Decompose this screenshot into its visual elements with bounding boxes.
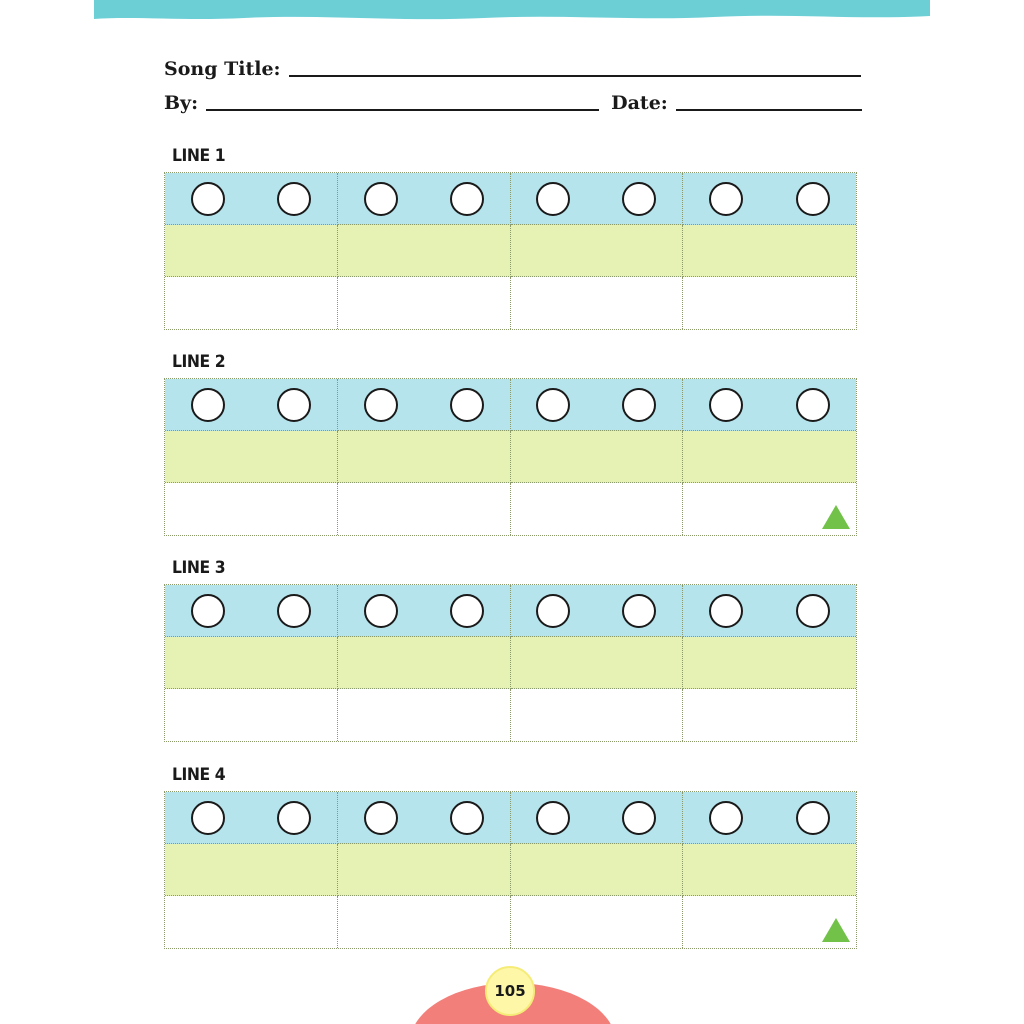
lyric-cell[interactable] <box>511 483 684 535</box>
beat-circle[interactable] <box>364 388 398 422</box>
beat-cell <box>338 792 511 844</box>
beat-circle[interactable] <box>277 182 311 216</box>
lyric-cell[interactable] <box>165 483 338 535</box>
lyric-cell[interactable] <box>338 896 511 948</box>
song-title-line[interactable] <box>289 75 861 77</box>
chord-cell[interactable] <box>338 844 511 896</box>
chord-cell[interactable] <box>511 431 684 483</box>
beat-cell <box>165 792 338 844</box>
beat-cell <box>511 379 684 431</box>
beat-circle[interactable] <box>709 388 743 422</box>
beat-cell <box>511 173 684 225</box>
beat-circle[interactable] <box>191 801 225 835</box>
chord-cell[interactable] <box>338 225 511 277</box>
lyric-cell[interactable] <box>683 896 856 948</box>
beat-circle[interactable] <box>191 594 225 628</box>
line-label: LINE 4 <box>172 765 226 785</box>
line-label: LINE 2 <box>172 352 226 372</box>
lyric-cell[interactable] <box>338 689 511 741</box>
by-line[interactable] <box>206 109 599 111</box>
worksheet-page <box>94 0 930 1024</box>
chord-cell[interactable] <box>511 844 684 896</box>
song-title-label: Song Title: <box>164 58 281 80</box>
beat-cell <box>338 585 511 637</box>
lyric-cell[interactable] <box>338 483 511 535</box>
chord-cell[interactable] <box>511 225 684 277</box>
top-wave-banner <box>94 0 930 24</box>
chord-cell[interactable] <box>338 637 511 689</box>
beat-circle[interactable] <box>622 594 656 628</box>
line-grid <box>164 791 857 949</box>
beat-circle[interactable] <box>364 182 398 216</box>
line-label: LINE 3 <box>172 558 226 578</box>
beat-cell <box>683 379 856 431</box>
triangle-icon <box>822 505 850 529</box>
beat-circle[interactable] <box>622 182 656 216</box>
beat-circle[interactable] <box>536 182 570 216</box>
line-grid <box>164 584 857 742</box>
beat-cell <box>683 585 856 637</box>
beat-circle[interactable] <box>450 594 484 628</box>
date-label: Date: <box>611 92 668 114</box>
chord-cell[interactable] <box>683 225 856 277</box>
beat-cell <box>683 792 856 844</box>
beat-circle[interactable] <box>709 594 743 628</box>
lyric-cell[interactable] <box>511 277 684 329</box>
chord-cell[interactable] <box>165 637 338 689</box>
beat-circle[interactable] <box>191 388 225 422</box>
lyric-cell[interactable] <box>165 689 338 741</box>
beat-circle[interactable] <box>191 182 225 216</box>
beat-circle[interactable] <box>277 388 311 422</box>
beat-circle[interactable] <box>622 801 656 835</box>
chord-cell[interactable] <box>683 844 856 896</box>
lyric-cell[interactable] <box>165 277 338 329</box>
triangle-icon <box>822 918 850 942</box>
song-title-field[interactable] <box>164 58 861 80</box>
chord-cell[interactable] <box>511 637 684 689</box>
line-grid <box>164 378 857 536</box>
beat-circle[interactable] <box>277 801 311 835</box>
line-grid <box>164 172 857 330</box>
lyric-cell[interactable] <box>683 689 856 741</box>
page-number-badge <box>485 966 535 1016</box>
beat-circle[interactable] <box>622 388 656 422</box>
beat-circle[interactable] <box>709 801 743 835</box>
chord-cell[interactable] <box>165 431 338 483</box>
chord-cell[interactable] <box>165 225 338 277</box>
beat-cell <box>683 173 856 225</box>
lyric-cell[interactable] <box>165 896 338 948</box>
beat-circle[interactable] <box>450 388 484 422</box>
by-label: By: <box>164 92 199 114</box>
beat-circle[interactable] <box>364 594 398 628</box>
lyric-cell[interactable] <box>511 896 684 948</box>
beat-circle[interactable] <box>450 182 484 216</box>
beat-circle[interactable] <box>364 801 398 835</box>
chord-cell[interactable] <box>165 844 338 896</box>
beat-cell <box>338 379 511 431</box>
line-label: LINE 1 <box>172 146 226 166</box>
beat-cell <box>338 173 511 225</box>
beat-circle[interactable] <box>796 388 830 422</box>
beat-circle[interactable] <box>709 182 743 216</box>
lyric-cell[interactable] <box>338 277 511 329</box>
date-line[interactable] <box>676 109 862 111</box>
beat-circle[interactable] <box>796 182 830 216</box>
chord-cell[interactable] <box>338 431 511 483</box>
beat-cell <box>165 585 338 637</box>
beat-cell <box>165 379 338 431</box>
by-date-row <box>164 92 862 114</box>
beat-circle[interactable] <box>536 594 570 628</box>
beat-circle[interactable] <box>796 594 830 628</box>
beat-circle[interactable] <box>796 801 830 835</box>
beat-cell <box>511 585 684 637</box>
chord-cell[interactable] <box>683 637 856 689</box>
beat-cell <box>165 173 338 225</box>
chord-cell[interactable] <box>683 431 856 483</box>
beat-circle[interactable] <box>450 801 484 835</box>
beat-circle[interactable] <box>277 594 311 628</box>
page-number: 105 <box>494 982 526 1000</box>
beat-cell <box>511 792 684 844</box>
beat-circle[interactable] <box>536 388 570 422</box>
beat-circle[interactable] <box>536 801 570 835</box>
lyric-cell[interactable] <box>511 689 684 741</box>
lyric-cell[interactable] <box>683 483 856 535</box>
lyric-cell[interactable] <box>683 277 856 329</box>
